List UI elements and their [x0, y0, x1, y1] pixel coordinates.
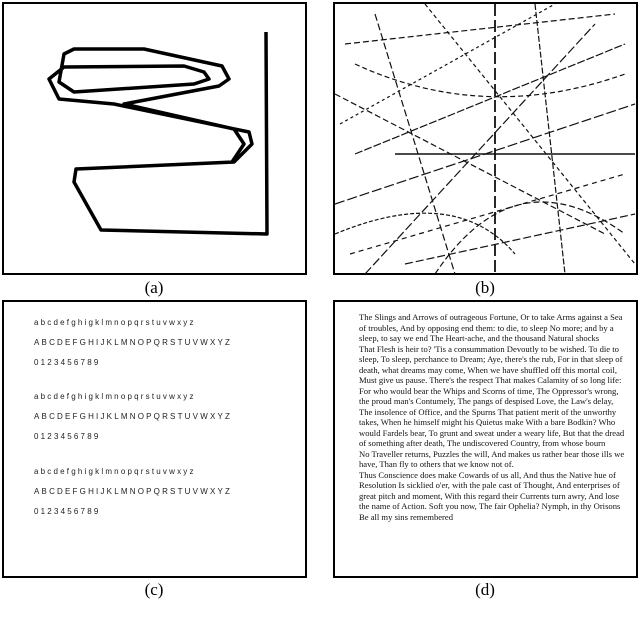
- lowercase-row: abcdefghigklmnopqrstuvwxyz: [34, 392, 196, 401]
- document-line: would Fardels bear, To grunt and sweat under a weary life, But that the dread: [359, 427, 625, 438]
- handwritten-scribble: [4, 4, 309, 277]
- document-line: That Flesh is heir to? 'Tis a consummation Devoutly to be wished. To die to: [359, 343, 619, 354]
- lowercase-row: abcdefghigklmnopqrstuvwxyz: [34, 318, 196, 327]
- document-line: death, what dreams may come, When we have shuffled off this mortal coil,: [359, 364, 617, 375]
- document-line: For who would bear the Whips and Scorns of time, The Oppressor's wrong,: [359, 385, 619, 396]
- uppercase-row: ABCDEFGHIJKLMNOPQRSTUVWXYZ: [34, 487, 233, 496]
- panel-b-noise: [333, 2, 638, 275]
- panel-d-label: (d): [475, 580, 495, 599]
- document-line: great pitch and moment, With this regard their Currents turn awry, And lose: [359, 490, 620, 501]
- document-text: [359, 312, 625, 522]
- panel-a-sketch: [2, 2, 307, 275]
- document-line: the proud man's Contumely, The pangs of despised Love, the Law's delay,: [359, 396, 614, 406]
- document-line: the name of Action. Soft you now, The fair Ophelia? Nymph, in thy Orisons: [359, 501, 621, 511]
- document-line: Resolution Is sicklied o'er, with the pale cast of Thought, And enterprises of: [359, 480, 620, 490]
- digits-row: 0123456789: [34, 358, 101, 367]
- noisy-line-pattern: [335, 4, 640, 277]
- document-line: of troubles, And by opposing end them: to die, to sleep No more; and by a: [359, 322, 614, 333]
- panel-d-text-document: [333, 300, 638, 578]
- panel-c-character-set: [2, 300, 307, 578]
- document-line: The Slings and Arrows of outrageous Fortune, Or to take Arms against a Sea: [359, 312, 623, 322]
- document-line: Must give us pause. There's the respect That makes Calamity of so long life:: [359, 375, 622, 385]
- document-line: of something after death, The undiscovered Country, from whose bourn: [359, 438, 606, 448]
- document-line: takes, When he himself might his Quietus make With a bare Bodkin? Who: [359, 417, 616, 427]
- lowercase-row: abcdefghigklmnopqrstuvwxyz: [34, 467, 196, 476]
- digits-row: 0123456789: [34, 507, 101, 516]
- panel-c-label: (c): [144, 580, 164, 599]
- document-line: Be all my sins remembered: [359, 511, 454, 522]
- document-line: sleep, To sleep, perchance to Dream; Aye, there's the rub, For in that sleep of: [359, 354, 623, 364]
- document-line: No Traveller returns, Puzzles the will, And makes us rather bear those ills we: [359, 448, 625, 459]
- uppercase-row: ABCDEFGHIJKLMNOPQRSTUVWXYZ: [34, 338, 233, 347]
- uppercase-row: ABCDEFGHIJKLMNOPQRSTUVWXYZ: [34, 412, 233, 421]
- digits-row: 0123456789: [34, 432, 101, 441]
- document-line: have, Than fly to others that we know not of.: [359, 459, 514, 469]
- panel-b-label: (b): [475, 278, 495, 297]
- document-line: sleep, to say we end The Heart-ache, and the thousand Natural shocks: [359, 333, 600, 343]
- document-line: The insolence of Office, and the Spurns That patient merit of the unworthy: [359, 406, 617, 417]
- panel-a-label: (a): [144, 278, 164, 297]
- document-line: Thus Conscience does make Cowards of us all, And thus the Native hue of: [359, 469, 616, 480]
